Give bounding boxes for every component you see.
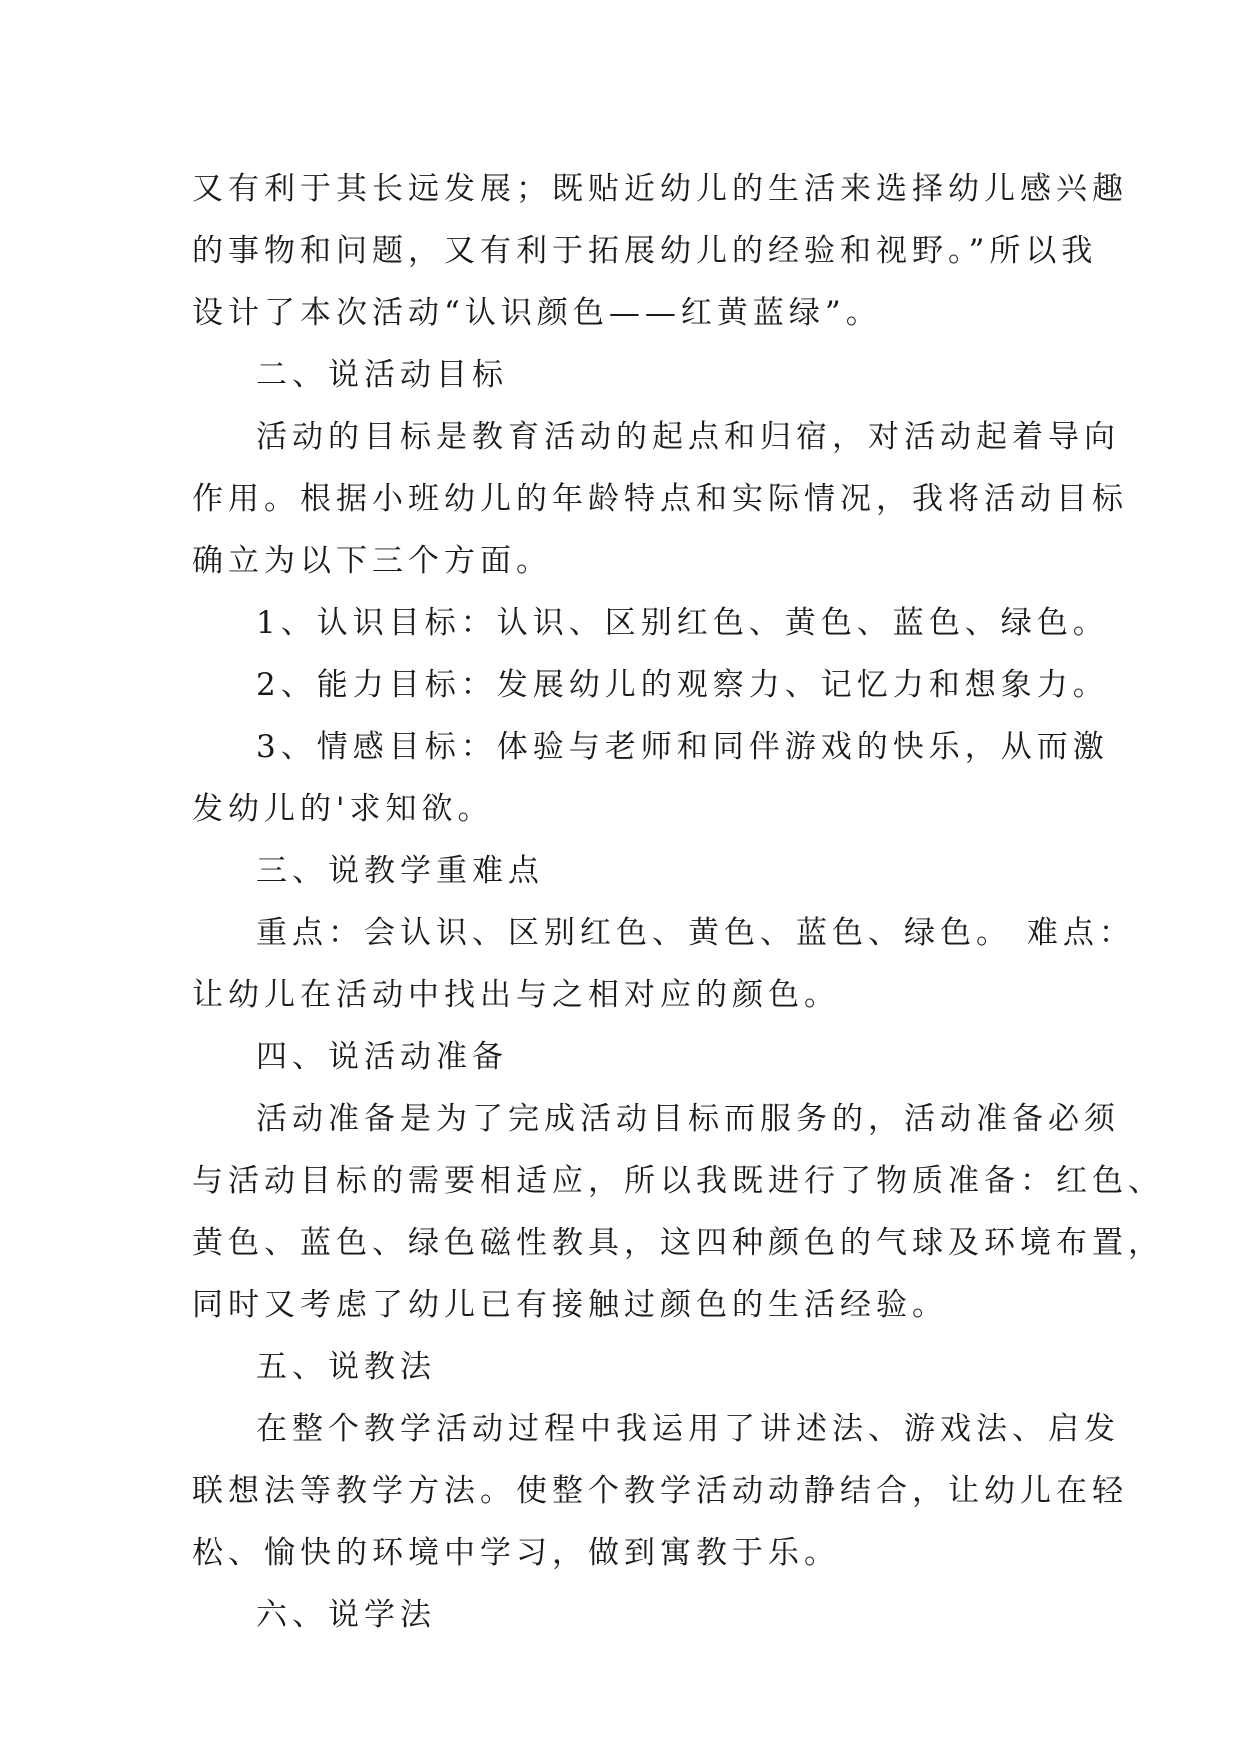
text-line: 活动的目标是教育活动的起点和归宿，对活动起着导向	[256, 419, 1120, 455]
text-line: 松、愉快的环境中学习，做到寓教于乐。	[192, 1535, 840, 1571]
list-item: 1、认识目标：认识、区别红色、黄色、蓝色、绿色。	[256, 605, 1109, 641]
text-line: 与活动目标的需要相适应，所以我既进行了物质准备：红色、	[192, 1163, 1164, 1199]
text-line: 作用。根据小班幼儿的年龄特点和实际情况，我将活动目标	[192, 481, 1128, 517]
section-heading: 六、说学法	[256, 1597, 436, 1633]
text-line: 发幼儿的'求知欲。	[192, 791, 494, 827]
section-heading: 三、说教学重难点	[256, 853, 544, 889]
section-heading: 五、说教法	[256, 1349, 436, 1385]
section-heading: 四、说活动准备	[256, 1039, 508, 1075]
text-line: 联想法等教学方法。使整个教学活动动静结合，让幼儿在轻	[192, 1473, 1128, 1509]
text-line: 活动准备是为了完成活动目标而服务的，活动准备必须	[256, 1101, 1120, 1137]
text-line: 重点：会认识、区别红色、黄色、蓝色、绿色。 难点：	[256, 915, 1135, 951]
text-line: 又有利于其长远发展；既贴近幼儿的生活来选择幼儿感兴趣	[192, 171, 1128, 207]
document-body	[192, 158, 1164, 1646]
text-line: 同时又考虑了幼儿已有接触过颜色的生活经验。	[192, 1287, 948, 1323]
text-line: 的事物和问题，又有利于拓展幼儿的经验和视野。”所以我	[192, 233, 1098, 269]
text-line: 让幼儿在活动中找出与之相对应的颜色。	[192, 977, 840, 1013]
list-item: 3、情感目标：体验与老师和同伴游戏的快乐，从而激	[256, 729, 1109, 765]
list-item: 2、能力目标：发展幼儿的观察力、记忆力和想象力。	[256, 667, 1109, 703]
section-heading: 二、说活动目标	[256, 357, 508, 393]
text-line: 确立为以下三个方面。	[192, 543, 552, 579]
text-line: 设计了本次活动“认识颜色——红黄蓝绿”。	[192, 295, 882, 331]
text-line: 在整个教学活动过程中我运用了讲述法、游戏法、启发	[256, 1411, 1120, 1447]
text-line: 黄色、蓝色、绿色磁性教具，这四种颜色的气球及环境布置，	[192, 1225, 1164, 1261]
